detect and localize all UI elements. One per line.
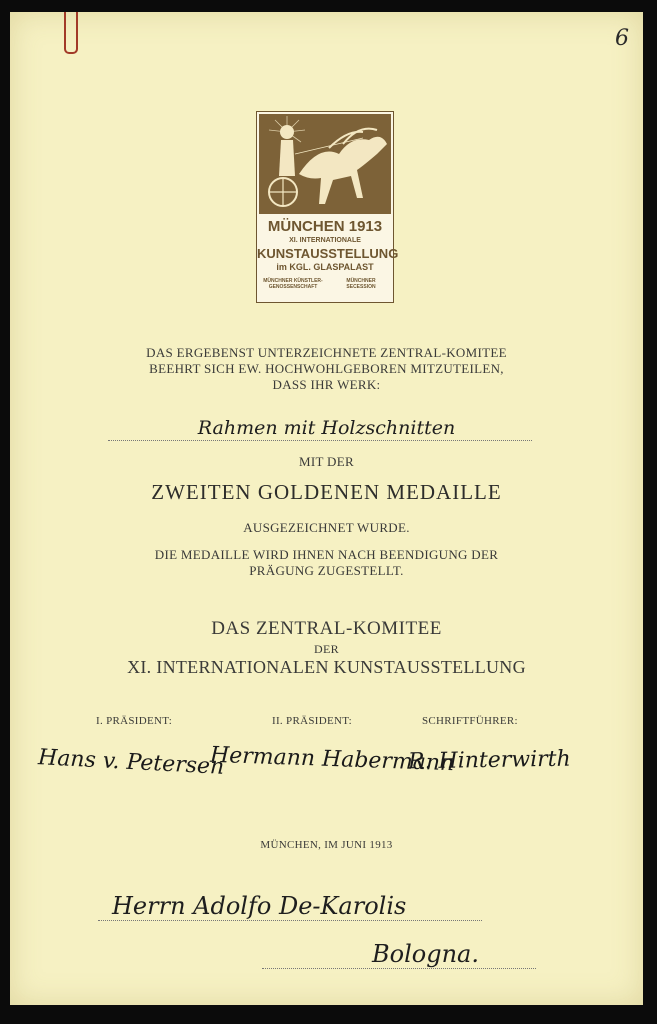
logo-title: MÜNCHEN 1913 — [267, 218, 383, 235]
note-line-1: DIE MEDAILLE WIRD IHNEN NACH BEENDIGUNG DER — [154, 547, 499, 562]
logo-line-3: im KGL. GLASPALAST — [276, 262, 374, 272]
logo-line-1: XI. INTERNATIONALE — [289, 237, 361, 244]
note-line-2: PRÄGUNG ZUGESTELLT. — [249, 563, 404, 578]
role-first-president: I. PRÄSIDENT: — [96, 715, 173, 727]
exhibition-logo — [256, 111, 399, 303]
page-number: 6 — [615, 26, 629, 51]
work-title: Rahmen mit Holzschnitten — [197, 417, 456, 439]
signature-second-president: Hermann Habermann — [209, 742, 455, 777]
recipient-city: Bologna. — [372, 940, 479, 968]
logo-left-org: MÜNCHNER KÜNSTLER-GENOSSENSCHAFT — [263, 278, 323, 290]
certificate-paper — [10, 12, 643, 1005]
intro-line-2: BEEHRT SICH EW. HOCHWOHLGEBOREN MITZUTEILEN, — [149, 361, 504, 376]
chariot-illustration — [259, 114, 391, 214]
logo-line-2: KUNSTAUSSTELLUNG — [257, 246, 399, 261]
signature-first-president: Hans v. Petersen — [37, 745, 225, 780]
recipient-name: Herrn Adolfo De-Karolis — [112, 892, 407, 920]
awarded-text: AUSGEZEICHNET WURDE. — [243, 520, 410, 535]
logo-right-org: MÜNCHNER SECESSION — [346, 278, 376, 290]
paper-clip — [64, 12, 78, 54]
committee-exhibition: XI. INTERNATIONALEN KUNSTAUSSTELLUNG — [127, 657, 526, 677]
role-second-president: II. PRÄSIDENT: — [272, 715, 353, 727]
intro-line-3: DASS IHR WERK: — [272, 377, 381, 392]
signature-secretary: R. Hinterwirth — [407, 746, 571, 775]
committee-der: DER — [314, 642, 339, 656]
role-secretary: SCHRIFTFÜHRER: — [422, 715, 518, 727]
award-title: ZWEITEN GOLDENEN MEDAILLE — [151, 480, 502, 504]
place-date: MÜNCHEN, IM JUNI 1913 — [260, 839, 393, 851]
committee-title: DAS ZENTRAL-KOMITEE — [211, 618, 442, 639]
sun-chariot-icon — [259, 114, 391, 214]
intro-line-1: DAS ERGEBENST UNTERZEICHNETE ZENTRAL-KOMITEE — [146, 345, 507, 360]
mit-der-text: MIT DER — [299, 454, 354, 469]
